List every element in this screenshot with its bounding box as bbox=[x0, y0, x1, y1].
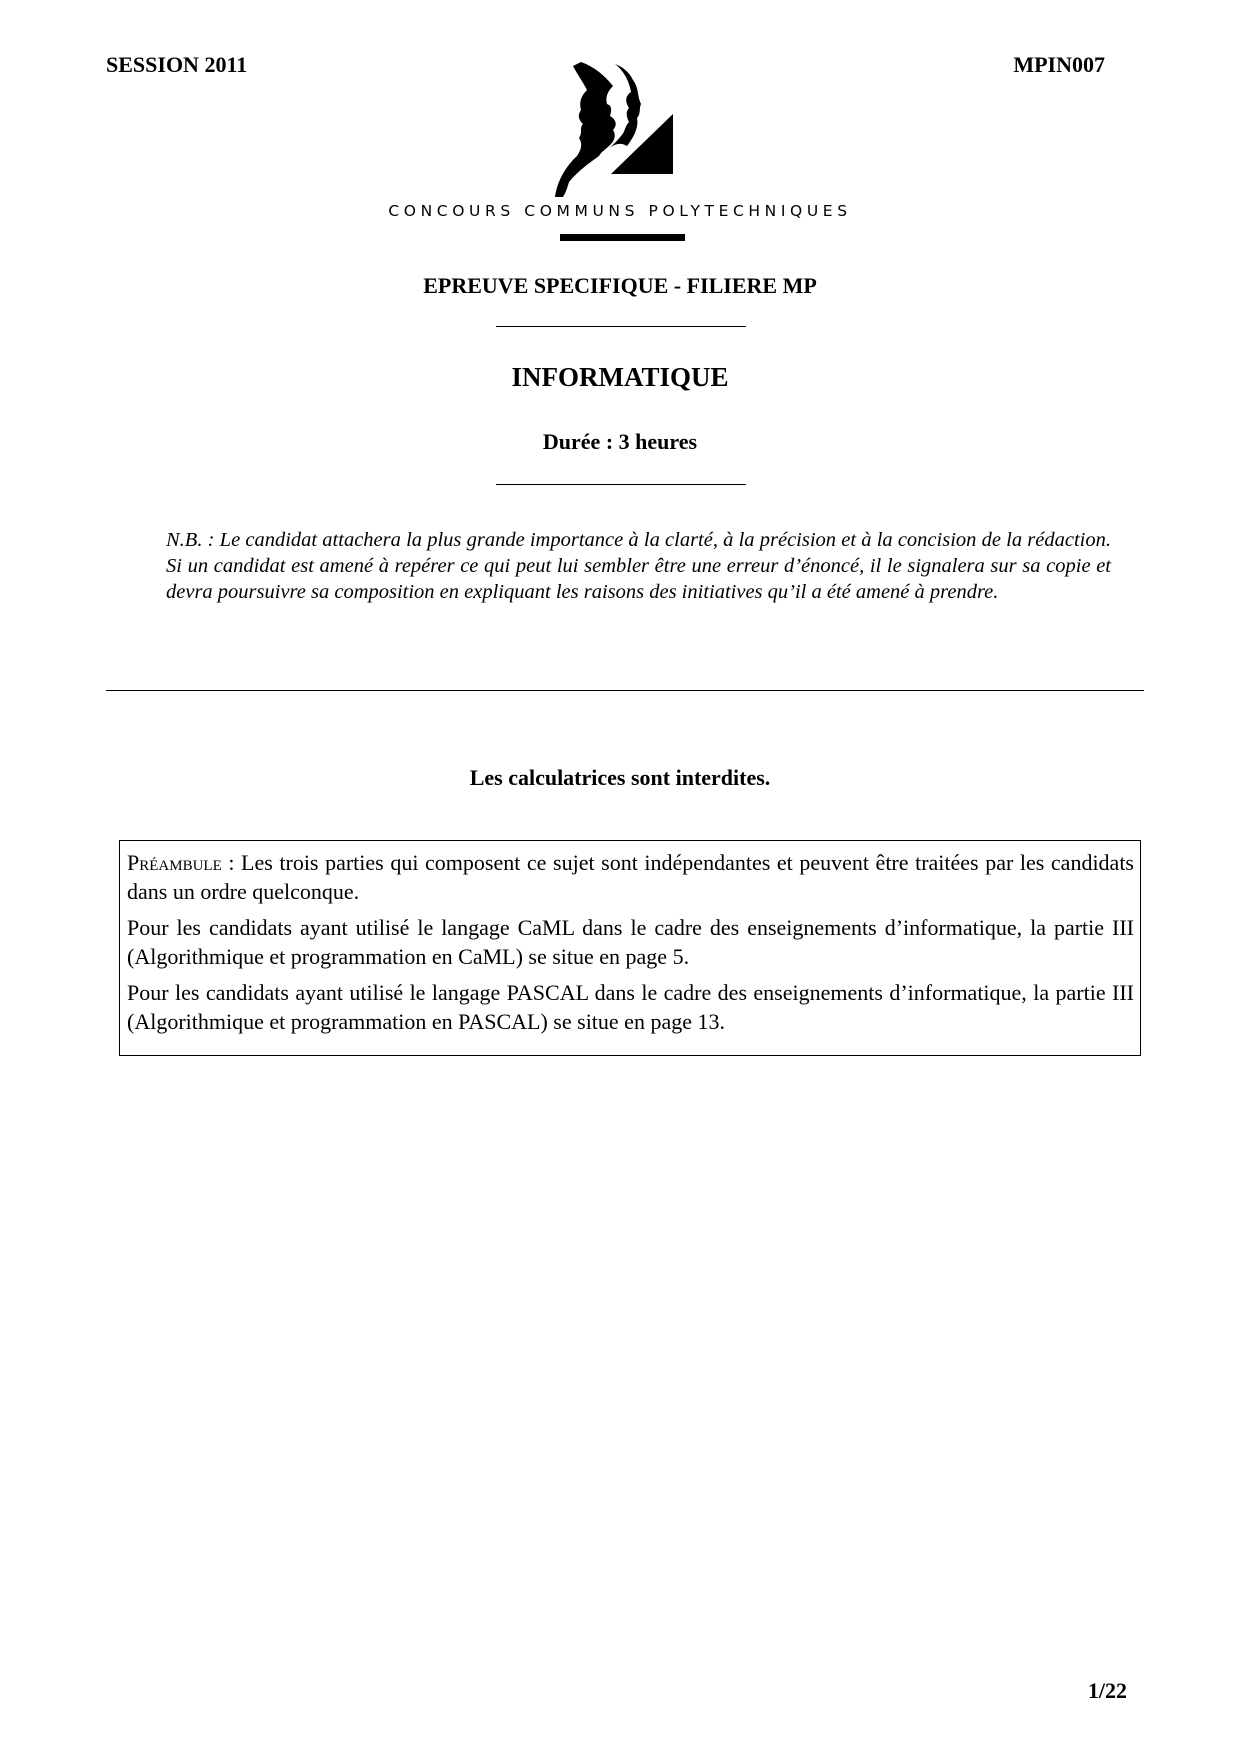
logo-triangle-shape bbox=[611, 114, 673, 174]
calculator-notice: Les calculatrices sont interdites. bbox=[469, 765, 771, 790]
exam-code: MPIN007 bbox=[1013, 52, 1105, 77]
preamble-box bbox=[119, 840, 1141, 1056]
logo-underline-bar bbox=[560, 234, 685, 241]
divider-line bbox=[496, 326, 746, 327]
ccp-logo bbox=[555, 62, 685, 197]
section-divider bbox=[106, 690, 1144, 691]
exam-track-heading: EPREUVE SPECIFIQUE - FILIERE MP bbox=[423, 273, 817, 298]
logo-face-profile-shape bbox=[555, 62, 616, 197]
preamble-pascal-paragraph: Pour les candidats ayant utilisé le langage PASCAL dans le cadre des enseignements d’informatique, la partie III (Algorithmique et programmation en PASCAL) se situe en page 13. bbox=[127, 980, 1134, 1034]
subject-title: INFORMATIQUE bbox=[511, 362, 729, 392]
page-number: 1/22 bbox=[1087, 1678, 1127, 1703]
instructions-note: N.B. : Le candidat attachera la plus grande importance à la clarté, à la précision et à la concision de la rédaction. Si un candidat est amené à repérer ce qui peut lui sembler être une erreur d’énoncé, il le signalera sur sa copie et devra poursuivre sa composition en expliquant les raisons des initiatives qu’il a été amené à prendre. bbox=[166, 529, 1111, 603]
divider-line bbox=[496, 484, 746, 485]
preamble-caml-paragraph: Pour les candidats ayant utilisé le langage CaML dans le cadre des enseignements d’informatique, la partie III (Algorithmique et programmation en CaML) se situe en page 5. bbox=[127, 915, 1134, 969]
preamble-intro-paragraph bbox=[127, 848, 1134, 906]
preamble-label: Préambule bbox=[127, 850, 222, 875]
exam-duration: Durée : 3 heures bbox=[542, 429, 698, 454]
organization-name: CONCOURS COMMUNS POLYTECHNIQUES bbox=[388, 202, 852, 220]
preamble-intro-text: : Les trois parties qui composent ce sujet sont indépendantes et peuvent être traitées par les candidats dans un ordre quelconque. bbox=[127, 850, 1134, 904]
session-label: SESSION 2011 bbox=[106, 52, 248, 77]
